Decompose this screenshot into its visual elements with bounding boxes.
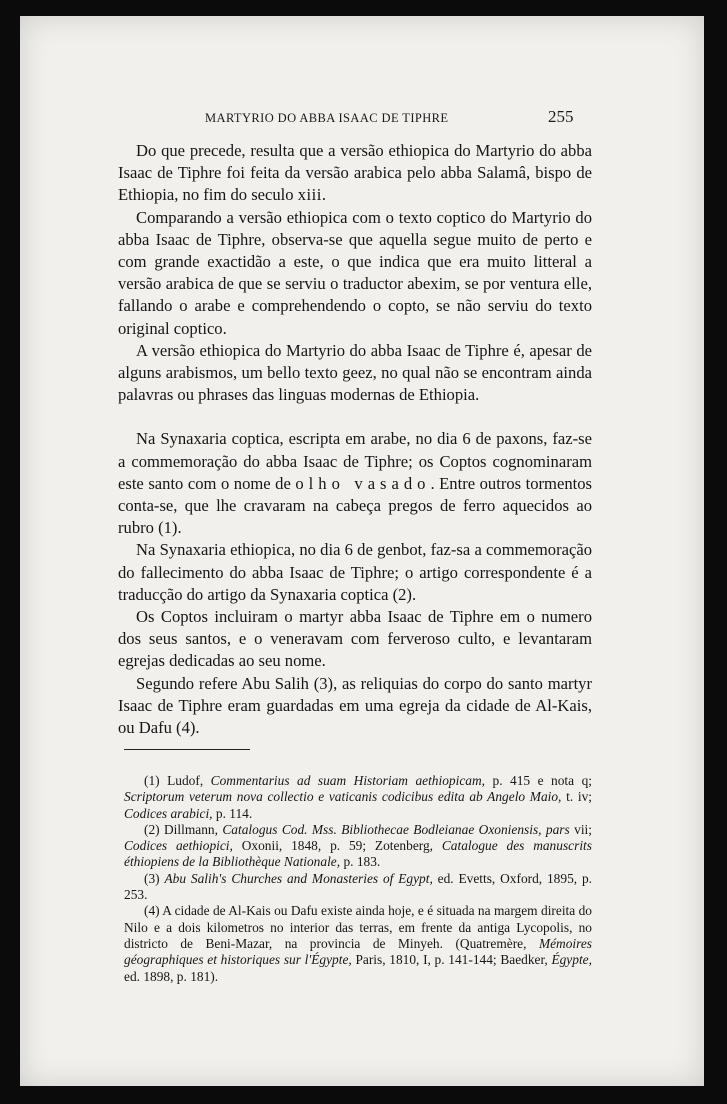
paragraph-2: Comparando a versão ethiopica com o texto coptico do Martyrio do abba Isaac de Tiphre, observa-se que aquella segue muito de perto e com grande exactidão a este, o que indica que era muito litteral a versão arabica de que se serviu o traductor abexim, se por ventura elle, fallando o arabe e comprehendendo o copto, se não serviu do texto original coptico. xyxy=(118,207,592,338)
footnote-3: (3) Abu Salih's Churches and Monasteries of Egypt, ed. Evetts, Oxford, 1895, p. 253. xyxy=(124,870,592,903)
page-number: 255 xyxy=(548,107,574,126)
footnotes xyxy=(124,773,592,985)
footnote-1: (1) Ludof, Commentarius ad suam Historiam aethiopicam, p. 415 e nota q; Scriptorum veterum nova collectio e vaticanis codicibus edita ab Angelo Maio, t. iv; Codices arabici, p. 114. xyxy=(124,773,592,821)
running-title: MARTYRIO DO ABBA ISAAC DE TIPHRE xyxy=(205,111,449,125)
spaced-epithet: olho vasado xyxy=(295,473,431,493)
book-page xyxy=(20,16,704,1086)
paragraph-3: A versão ethiopica do Martyrio do abba Isaac de Tiphre é, apesar de alguns arabismos, um bello texto geez, no qual não se encontram ainda palavras ou phrases das linguas modernas de Ethiopia. xyxy=(118,340,592,405)
paragraph-1: Do que precede, resulta que a versão ethiopica do Martyrio do abba Isaac de Tiphre foi feita da versão arabica pelo abba Salamâ, bispo de Ethiopia, no fim do seculo xiii. xyxy=(118,141,592,205)
paragraph-5: Na Synaxaria ethiopica, no dia 6 de genbot, faz-sa a commemoração do fallecimento do abba Isaac de Tiphre; o artigo correspondente é a traducção do artigo da Synaxaria coptica (2). xyxy=(118,540,592,604)
main-text xyxy=(118,140,592,739)
paragraph-4: Na Synaxaria coptica, escripta em arabe, no dia 6 de paxons, faz-se a commemoração do abba Isaac de Tiphre; os Coptos cognominaram este santo com o nome de olho vasado. Entre outros tormentos conta-se, que lhe cravaram na cabeça pregos de ferro aquecidos ao rubro (1). xyxy=(118,429,592,538)
footnote-divider xyxy=(124,749,250,750)
century-numeral: xiii. xyxy=(297,185,327,205)
paragraph-6: Os Coptos incluiram o martyr abba Isaac de Tiphre em o numero dos seus santos, e o veneravam com ferveroso culto, e levantaram egrejas dedicadas ao seu nome. xyxy=(118,607,592,671)
paragraph-7: Segundo refere Abu Salih (3), as reliquias do corpo do santo martyr Isaac de Tiphre eram guardadas em uma egreja da cidade de Al-Kais, ou Dafu (4). xyxy=(118,673,592,738)
footnote-2: (2) Dillmann, Catalogus Cod. Mss. Bibliothecae Bodleianae Oxoniensis, pars vii; Codices aethiopici, Oxonii, 1848, p. 59; Zotenberg, Catalogue des manuscrits éthiopiens de la Bibliothèque Nationale, p. 183. xyxy=(124,821,592,870)
footnote-4: (4) A cidade de Al-Kais ou Dafu existe ainda hoje, e é situada na margem direita do Nilo e a dois kilometros no interior das terras, em frente da antiga Lycopolis, no districto de Beni-Mazar, na provincia de Minyeh. (Quatremère, Mémoires géographiques et historiques sur l'Égypte, Paris, 1810, I, p. 141-144; Baedker, Égypte, ed. 1898, p. 181). xyxy=(124,903,592,984)
